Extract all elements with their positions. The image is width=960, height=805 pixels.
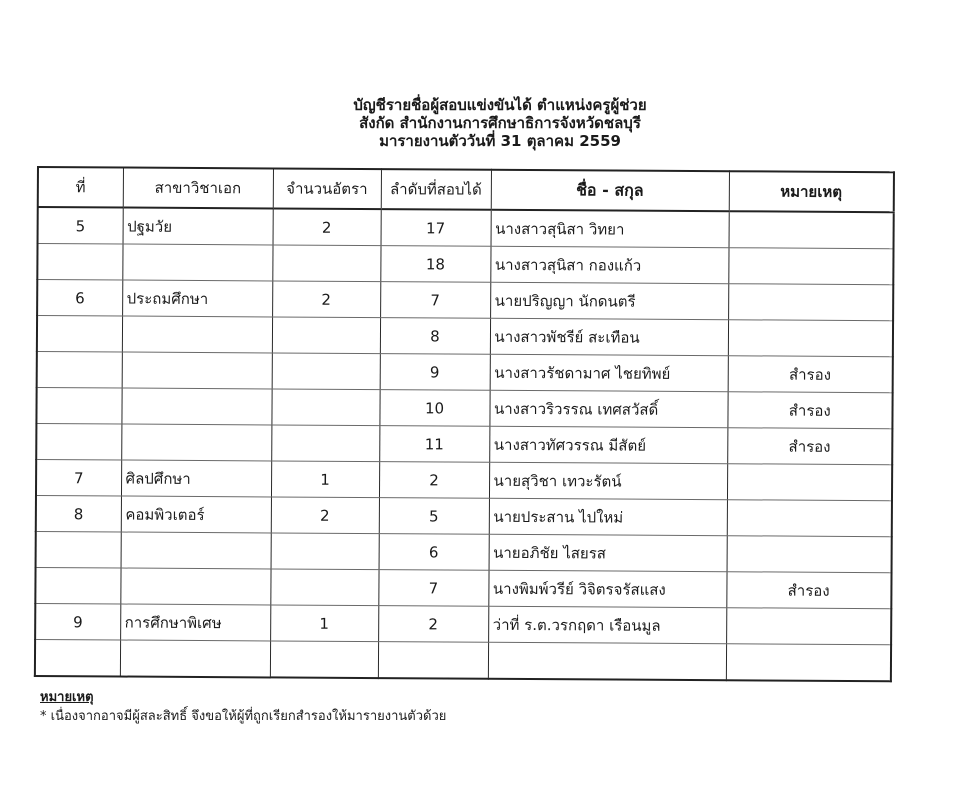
cell-rank: 7: [378, 570, 488, 607]
cell-name: นางสาวทัศวรรณ มีสัตย์: [489, 426, 727, 463]
cell-major: [122, 316, 272, 353]
cell-name: นายปริญญา นักดนตรี: [490, 282, 728, 319]
cell-major: [122, 352, 272, 389]
cell-note: สำรอง: [727, 428, 892, 465]
table-row: [37, 316, 893, 357]
col-header-seats: จำนวนอัตรา: [273, 168, 381, 209]
table-row: [36, 495, 892, 536]
cell-note: [727, 464, 892, 501]
cell-name: นายประสาน ไปใหม่: [489, 498, 727, 535]
cell-major: ประถมศึกษา: [122, 280, 272, 317]
cell-note: สำรอง: [728, 356, 893, 393]
cell-note: [726, 608, 891, 645]
cell-rank: 2: [379, 462, 489, 499]
results-table-container: [34, 166, 893, 691]
cell-note: [728, 320, 893, 357]
table-row: [37, 244, 893, 285]
cell-note: [728, 248, 893, 285]
cell-name: นายสุวิชา เทวะรัตน์: [489, 462, 727, 499]
cell-no: [36, 531, 121, 568]
cell-major: คอมพิวเตอร์: [121, 496, 271, 533]
results-table: [34, 166, 895, 682]
cell-rank: 5: [379, 498, 489, 535]
col-header-name: ชื่อ - สกุล: [491, 170, 729, 211]
table-header-row: [38, 167, 894, 212]
cell-note: [727, 536, 892, 573]
cell-seats: 2: [273, 208, 381, 245]
cell-seats: 1: [271, 461, 379, 498]
cell-seats: [271, 389, 379, 426]
cell-note: [729, 211, 894, 249]
cell-seats: [271, 533, 379, 570]
cell-rank: 10: [379, 390, 489, 427]
cell-rank: 11: [379, 426, 489, 463]
table-body: [35, 207, 894, 681]
col-header-no: ที่: [38, 167, 123, 208]
cell-name: ว่าที่ ร.ต.วรกฤดา เรือนมูล: [488, 606, 726, 643]
cell-seats: 2: [272, 281, 380, 318]
cell-name: [488, 642, 726, 680]
cell-major: [122, 244, 272, 281]
cell-major: การศึกษาพิเศษ: [120, 604, 270, 641]
table-row: [36, 388, 892, 429]
cell-no: 7: [36, 460, 121, 497]
cell-seats: [270, 641, 378, 678]
cell-seats: [270, 569, 378, 606]
cell-rank: 9: [380, 354, 490, 391]
cell-rank: [378, 642, 488, 679]
cell-seats: [272, 245, 380, 282]
cell-rank: 8: [380, 318, 490, 355]
table-row: [38, 207, 894, 249]
header-title: บัญชีรายชื่อผู้สอบแข่งขันได้ ตำแหน่งครูผู้ช่วย: [353, 96, 647, 114]
cell-name: นางสาวพัชรีย์ สะเทือน: [490, 318, 728, 355]
cell-name: นางสาวสุนิสา กองแก้ว: [490, 246, 728, 283]
cell-major: [120, 568, 270, 605]
cell-major: [121, 388, 271, 425]
cell-seats: 2: [271, 497, 379, 534]
table-row: [36, 531, 892, 572]
col-header-rank: ลำดับที่สอบได้: [381, 169, 491, 210]
cell-major: [121, 532, 271, 569]
table-row: [36, 424, 892, 465]
cell-no: [37, 352, 122, 389]
cell-no: [36, 424, 121, 461]
cell-note: สำรอง: [727, 392, 892, 429]
col-header-note: หมายเหตุ: [729, 171, 894, 212]
cell-no: [35, 567, 120, 604]
table-row: [37, 280, 893, 321]
cell-name: นายอภิชัย ไสยรส: [489, 534, 727, 571]
table-row: [35, 603, 891, 644]
table-row: [35, 639, 891, 681]
footer-note: [40, 688, 446, 726]
cell-no: 9: [35, 603, 120, 640]
cell-rank: 6: [379, 534, 489, 571]
cell-seats: 1: [270, 605, 378, 642]
cell-note: [726, 644, 891, 682]
cell-seats: [272, 317, 380, 354]
col-header-major: สาขาวิชาเอก: [123, 168, 273, 209]
cell-name: นางสาวสุนิสา วิทยา: [491, 210, 729, 248]
table-row: [35, 567, 891, 608]
cell-no: [37, 244, 122, 281]
cell-no: [36, 388, 121, 425]
header-affiliation: สังกัด สำนักงานการศึกษาธิการจังหวัดชลบุรี: [359, 114, 641, 132]
cell-major: ศิลปศึกษา: [121, 460, 271, 497]
cell-rank: 18: [380, 246, 490, 283]
cell-rank: 17: [381, 209, 491, 246]
document-header: [0, 96, 960, 150]
cell-no: 6: [37, 280, 122, 317]
cell-name: นางสาวรัชดามาศ ไชยทิพย์: [490, 354, 728, 391]
cell-note: สำรอง: [726, 572, 891, 609]
header-report-date: มารายงานตัววันที่ 31 ตุลาคม 2559: [379, 132, 621, 150]
cell-no: 5: [38, 207, 123, 244]
cell-name: นางสาวริวรรณ เทศสวัสดิ์: [489, 390, 727, 427]
cell-note: [728, 284, 893, 321]
footer-text: * เนื่องจากอาจมีผู้สละสิทธิ์ จึงขอให้ผู้ที่ถูกเรียกสำรองให้มารายงานตัวด้วย: [40, 709, 447, 724]
cell-major: [121, 424, 271, 461]
footer-title: หมายเหตุ: [40, 690, 94, 705]
cell-no: [35, 639, 120, 676]
cell-no: 8: [36, 495, 121, 532]
cell-rank: 7: [380, 282, 490, 319]
table-row: [36, 460, 892, 501]
table-row: [37, 352, 893, 393]
cell-rank: 2: [378, 606, 488, 643]
cell-no: [37, 316, 122, 353]
cell-note: [727, 500, 892, 537]
cell-major: [120, 640, 270, 677]
cell-seats: [271, 425, 379, 462]
cell-name: นางพิมพ์วรีย์ วิจิตรจรัสแสง: [488, 570, 726, 607]
cell-major: ปฐมวัย: [123, 208, 273, 245]
cell-seats: [272, 353, 380, 390]
